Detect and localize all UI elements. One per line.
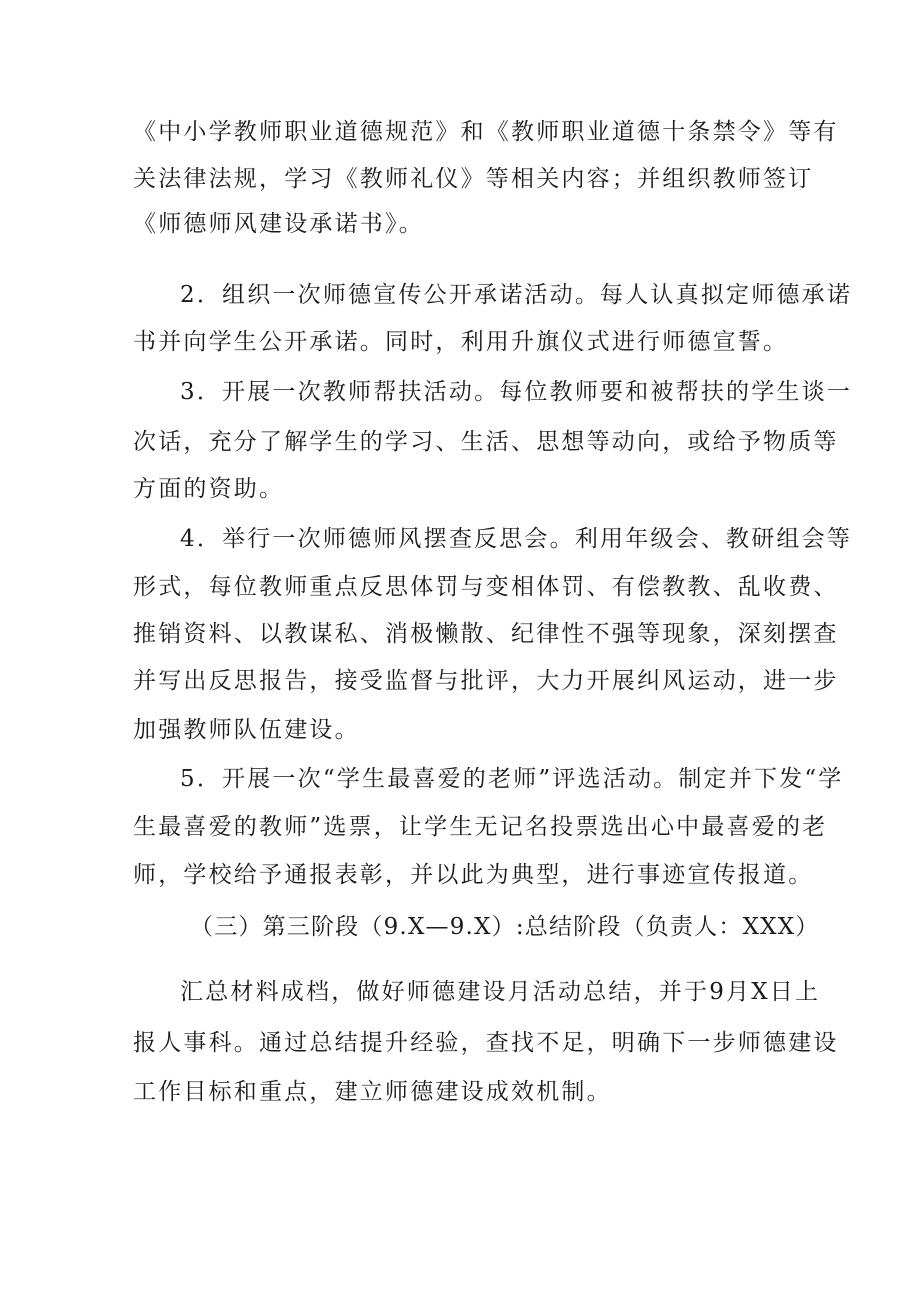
text-line: 工作目标和重点，建立师德建设成效机制。 [133, 1079, 612, 1105]
paragraph-summary: 汇总材料成档，做好师德建设月活动总结，并于9月X日上 [180, 979, 821, 1005]
text-line: 《师德师风建设承诺书》。 [133, 211, 424, 237]
text-line: 生最喜爱的教师”选票，让学生无记名投票选出心中最喜爱的老 [133, 814, 828, 840]
text-line: 关法律法规，学习《教师礼仪》等相关内容；并组织教师签订 [133, 166, 814, 192]
text-line: 方面的资助。 [133, 476, 285, 502]
text-line: 书并向学生公开承诺。同时，利用升旗仪式进行师德宣誓。 [133, 329, 789, 355]
text-line: 师，学校给予通报表彰，并以此为典型，进行事迹宣传报道。 [133, 862, 814, 888]
text-line: 并写出反思报告，接受监督与批评，大力开展纠风运动，进一步 [133, 668, 839, 694]
paragraph-item-3: 3．开展一次教师帮扶活动。每位教师要和被帮扶的学生谈一 [180, 379, 853, 405]
paragraph-item-4: 4．举行一次师德师风摆查反思会。利用年级会、教研组会等 [180, 526, 853, 552]
text-line: 次话，充分了解学生的学习、生活、思想等动向，或给予物质等 [133, 429, 839, 455]
paragraph-item-2: 2．组织一次师德宣传公开承诺活动。每人认真拟定师德承诺 [180, 282, 853, 308]
text-line: 加强教师队伍建设。 [133, 717, 360, 743]
section-heading: （三）第三阶段（9.X—9.X）:总结阶段（负责人：XXX） [190, 914, 820, 940]
text-line: 《中小学教师职业道德规范》和《教师职业道德十条禁令》等有 [133, 119, 839, 145]
paragraph-item-5: 5．开展一次“学生最喜爱的老师”评选活动。制定并下发“学 [180, 766, 844, 792]
text-line: 形式，每位教师重点反思体罚与变相体罚、有偿教教、乱收费、 [133, 574, 839, 600]
text-line: 推销资料、以教谋私、消极懒散、纪律性不强等现象，深刻摆查 [133, 621, 839, 647]
text-line: 报人事科。通过总结提升经验，查找不足，明确下一步师德建设 [133, 1030, 839, 1056]
